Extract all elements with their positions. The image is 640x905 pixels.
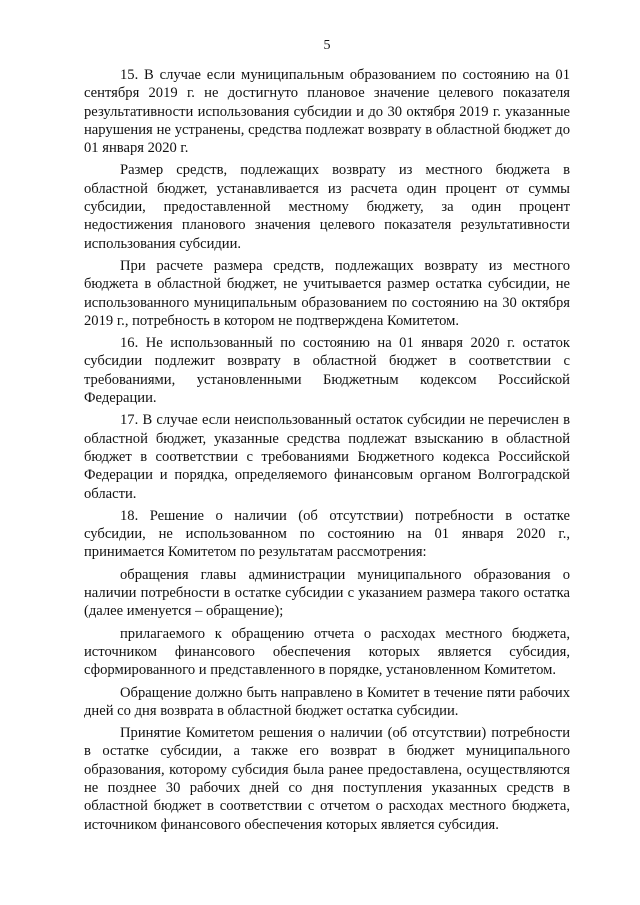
- page-number: 5: [323, 38, 331, 53]
- paragraph-refund-size: Размер средств, подлежащих возврату из местного бюджета в областной бюджет, устанавливается из расчета один процент от суммы субсидии, предоставленной местному бюджету, за один процент недостижения планового значения целевого показателя результативности использования субсидии.: [84, 162, 570, 252]
- paragraph-appeal: обращения главы администрации муниципального образования о наличии потребности в остатке субсидии с указанием размера такого остатка (далее именуется – обращение);: [84, 566, 570, 620]
- paragraph-15: 15. В случае если муниципальным образованием по состоянию на 01 сентября 2019 г. не достигнуто плановое значение целевого показателя результативности использования субсидии и до 30 октября 2019 г. указанные нарушения не устранены, средства подлежат возврату в областной бюджет до 01 января 2020 г.: [84, 67, 570, 157]
- paragraph-appeal-deadline: Обращение должно быть направлено в Комитет в течение пяти рабочих дней со дня возврата в областной бюджет остатка субсидии.: [84, 684, 570, 719]
- paragraph-refund-calculation: При расчете размера средств, подлежащих возврату из местного бюджета в областной бюджет, не учитывается размер остатка субсидии, не использованного муниципальным образованием по состоянию на 30 октября 2019 г., потребность в котором не подтверждена Комитетом.: [84, 257, 570, 329]
- paragraph-report: прилагаемого к обращению отчета о расходах местного бюджета, источником финансового обеспечения которых является субсидия, сформированного и представленного в порядке, установленном Комитетом.: [84, 625, 570, 679]
- paragraph-decision: Принятие Комитетом решения о наличии (об отсутствии) потребности в остатке субсидии, а также его возврат в бюджет муниципального образования, которому субсидия была ранее предоставлена, осуществляются не позднее 30 рабочих дней со дня поступления указанных средств в областной бюджет в соответствии с отчетом о расходах местного бюджета, источником финансового обеспечения которых является субсидия.: [84, 725, 570, 833]
- paragraph-18: 18. Решение о наличии (об отсутствии) потребности в остатке субсидии, не использованном по состоянию на 01 января 2020 г., принимается Комитетом по результатам рассмотрения:: [84, 507, 570, 561]
- paragraph-16: 16. Не использованный по состоянию на 01 января 2020 г. остаток субсидии подлежит возврату в областной бюджет в соответствии с требованиями, установленными Бюджетным кодексом Российской Федерации.: [84, 335, 570, 407]
- paragraph-17: 17. В случае если неиспользованный остаток субсидии не перечислен в областной бюджет, указанные средства подлежат взысканию в областной бюджет в соответствии с требованиями Бюджетного кодекса Российской Федерации и порядка, определяемого финансовым органом Волгоградской области.: [84, 412, 570, 502]
